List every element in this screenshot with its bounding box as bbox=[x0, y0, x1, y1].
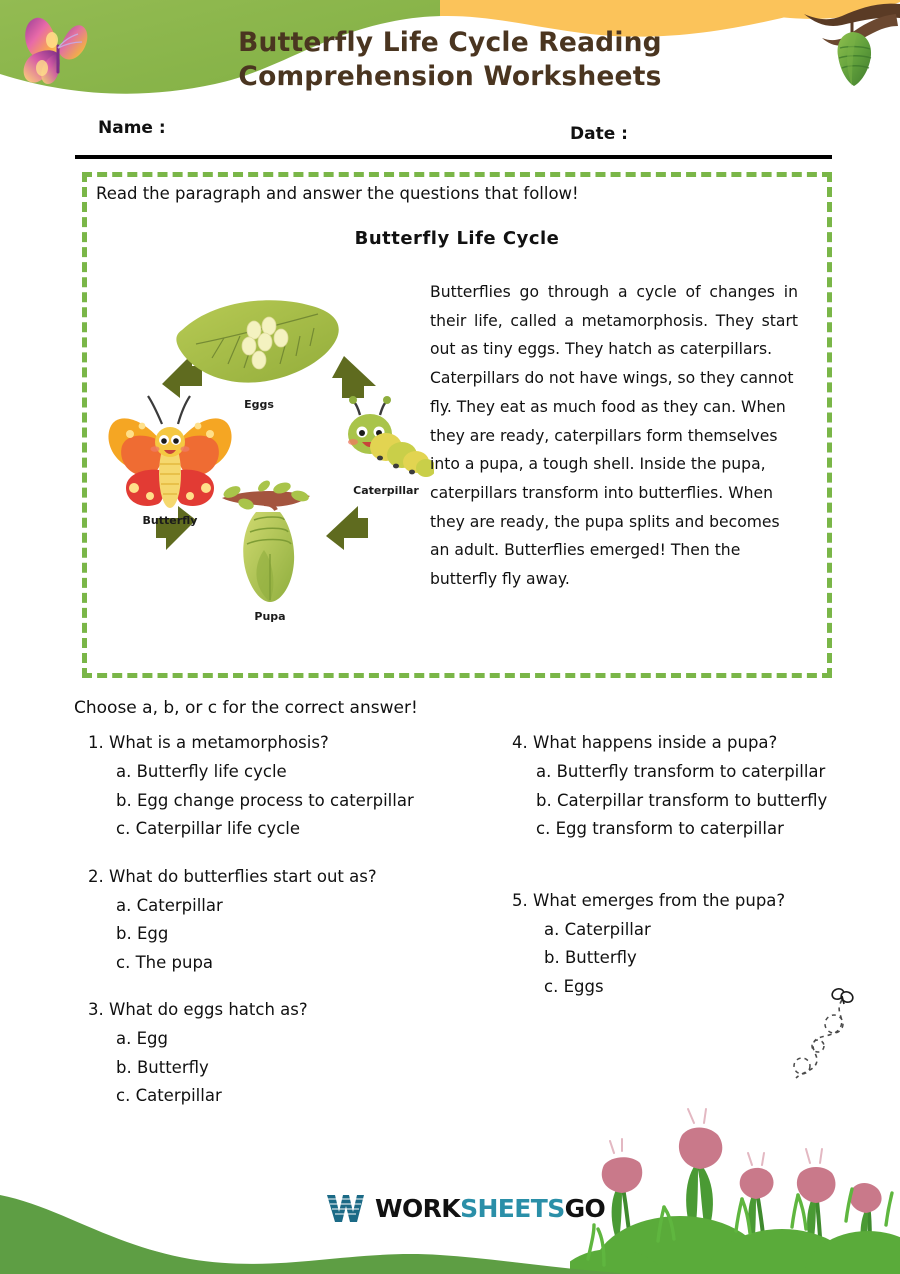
questions-column-right bbox=[498, 730, 898, 1021]
option-item[interactable] bbox=[536, 787, 898, 816]
logo-part-sheets: SHEETS bbox=[460, 1193, 565, 1223]
worksheetsgo-logo-icon bbox=[325, 1192, 365, 1224]
option-item[interactable] bbox=[116, 892, 494, 921]
butterfly-life-cycle-diagram bbox=[104, 282, 434, 622]
option-letter: b. bbox=[116, 1057, 132, 1077]
option-letter: a. bbox=[116, 895, 132, 915]
option-item[interactable] bbox=[116, 1054, 494, 1083]
option-letter: a. bbox=[116, 1029, 132, 1048]
option-text: Butterfly life cycle bbox=[136, 762, 287, 781]
option-letter: c. bbox=[536, 819, 551, 838]
question-block bbox=[74, 864, 494, 978]
question-number: 1. bbox=[88, 733, 104, 752]
option-text: Egg bbox=[136, 924, 169, 943]
header-divider-rule bbox=[75, 155, 832, 159]
option-item[interactable] bbox=[116, 920, 494, 949]
option-letter: c. bbox=[116, 952, 131, 972]
option-list bbox=[116, 758, 494, 844]
option-letter: b. bbox=[536, 790, 552, 810]
option-letter: c. bbox=[116, 1086, 131, 1105]
question-label: What happens inside a pupa? bbox=[533, 733, 778, 752]
option-item[interactable] bbox=[116, 1025, 494, 1054]
question-label: What do eggs hatch as? bbox=[109, 1000, 308, 1019]
question-text bbox=[512, 888, 898, 914]
option-item[interactable] bbox=[116, 949, 494, 978]
question-text bbox=[512, 730, 898, 756]
logo-part-work: WORK bbox=[375, 1193, 461, 1223]
questions-instruction: Choose a, b, or c for the correct answer! bbox=[74, 698, 418, 718]
option-text: Egg change process to caterpillar bbox=[136, 790, 414, 810]
option-text: Egg transform to caterpillar bbox=[555, 819, 784, 838]
question-block bbox=[74, 997, 494, 1111]
butterfly-stage bbox=[108, 396, 231, 508]
option-item[interactable] bbox=[544, 944, 898, 973]
diagram-label-pupa: Pupa bbox=[254, 610, 286, 622]
option-item[interactable] bbox=[116, 758, 494, 787]
diagram-label-eggs: Eggs bbox=[244, 398, 274, 411]
butterfly-decoration-icon bbox=[12, 12, 100, 98]
name-date-row bbox=[0, 112, 900, 160]
question-number: 5. bbox=[512, 890, 528, 910]
caterpillar-stage bbox=[348, 396, 434, 477]
logo-part-go: GO bbox=[564, 1193, 606, 1223]
option-text: Butterfly transform to caterpillar bbox=[556, 762, 826, 781]
option-text: Eggs bbox=[563, 976, 604, 996]
option-letter: b. bbox=[116, 790, 132, 810]
question-block bbox=[74, 730, 494, 844]
passage-title: Butterfly Life Cycle bbox=[354, 228, 560, 249]
option-item[interactable] bbox=[536, 758, 898, 787]
date-label: Date : bbox=[570, 124, 628, 144]
question-label: What do butterflies start out as? bbox=[109, 866, 377, 886]
question-label: What emerges from the pupa? bbox=[533, 890, 786, 910]
page-title bbox=[120, 26, 780, 94]
branch-chrysalis-decoration-icon bbox=[700, 0, 900, 100]
option-letter: a. bbox=[536, 762, 552, 781]
option-item[interactable] bbox=[116, 1082, 494, 1111]
name-label: Name : bbox=[98, 118, 166, 138]
passage-instruction: Read the paragraph and answer the questions that follow! bbox=[96, 184, 579, 203]
option-text: Butterfly bbox=[136, 1057, 209, 1077]
pupa-stage bbox=[222, 478, 310, 602]
option-list bbox=[116, 892, 494, 978]
diagram-label-butterfly: Butterfly bbox=[142, 514, 198, 527]
question-text bbox=[88, 864, 494, 890]
option-item[interactable] bbox=[116, 787, 494, 816]
diagram-label-caterpillar: Caterpillar bbox=[353, 484, 419, 497]
question-label: What is a metamorphosis? bbox=[109, 733, 329, 752]
option-item[interactable] bbox=[536, 815, 898, 844]
question-number: 2. bbox=[88, 866, 104, 886]
option-letter: a. bbox=[544, 919, 560, 939]
option-text: Butterfly bbox=[564, 948, 637, 967]
option-text: Caterpillar life cycle bbox=[135, 819, 300, 838]
questions-column-left bbox=[74, 730, 494, 1131]
option-text: Caterpillar bbox=[136, 895, 223, 915]
worksheetsgo-logo bbox=[325, 1190, 606, 1226]
option-letter: b. bbox=[544, 948, 560, 967]
question-block bbox=[498, 730, 898, 844]
question-text bbox=[88, 730, 494, 756]
page-title-text: Butterfly Life Cycle Reading Comprehension Worksheets bbox=[238, 27, 662, 92]
option-letter: c. bbox=[544, 976, 559, 996]
option-item[interactable] bbox=[116, 815, 494, 844]
passage-paragraph-2: Caterpillars do not have wings, so they cannot fly. They eat as much food as they can. When they are ready, caterpillars form themselves into a pupa, a tough shell. Inside the pupa, caterpillars transform into butterflies. When they are ready, the pupa splits and becomes an adult. Butterflies emerged! Then the butterfly fly away. bbox=[430, 369, 794, 589]
passage-paragraph-1: Butterflies go through a cycle of changes in their life, called a metamorphosis. They start out as tiny eggs. They hatch as caterpillars. bbox=[430, 283, 798, 359]
option-list bbox=[116, 1025, 494, 1111]
worksheetsgo-logo-text bbox=[375, 1194, 605, 1223]
option-text: Caterpillar bbox=[135, 1086, 222, 1105]
question-number: 4. bbox=[512, 733, 528, 752]
option-item[interactable] bbox=[544, 916, 898, 945]
option-text: Caterpillar transform to butterfly bbox=[556, 790, 828, 810]
question-text bbox=[88, 997, 494, 1023]
option-text: Caterpillar bbox=[564, 919, 651, 939]
option-list bbox=[536, 758, 898, 844]
option-letter: a. bbox=[116, 762, 132, 781]
option-text: Egg bbox=[136, 1029, 168, 1048]
option-letter: b. bbox=[116, 924, 132, 943]
passage-text bbox=[430, 278, 798, 594]
question-number: 3. bbox=[88, 1000, 104, 1019]
option-text: The pupa bbox=[135, 952, 214, 972]
option-letter: c. bbox=[116, 819, 131, 838]
